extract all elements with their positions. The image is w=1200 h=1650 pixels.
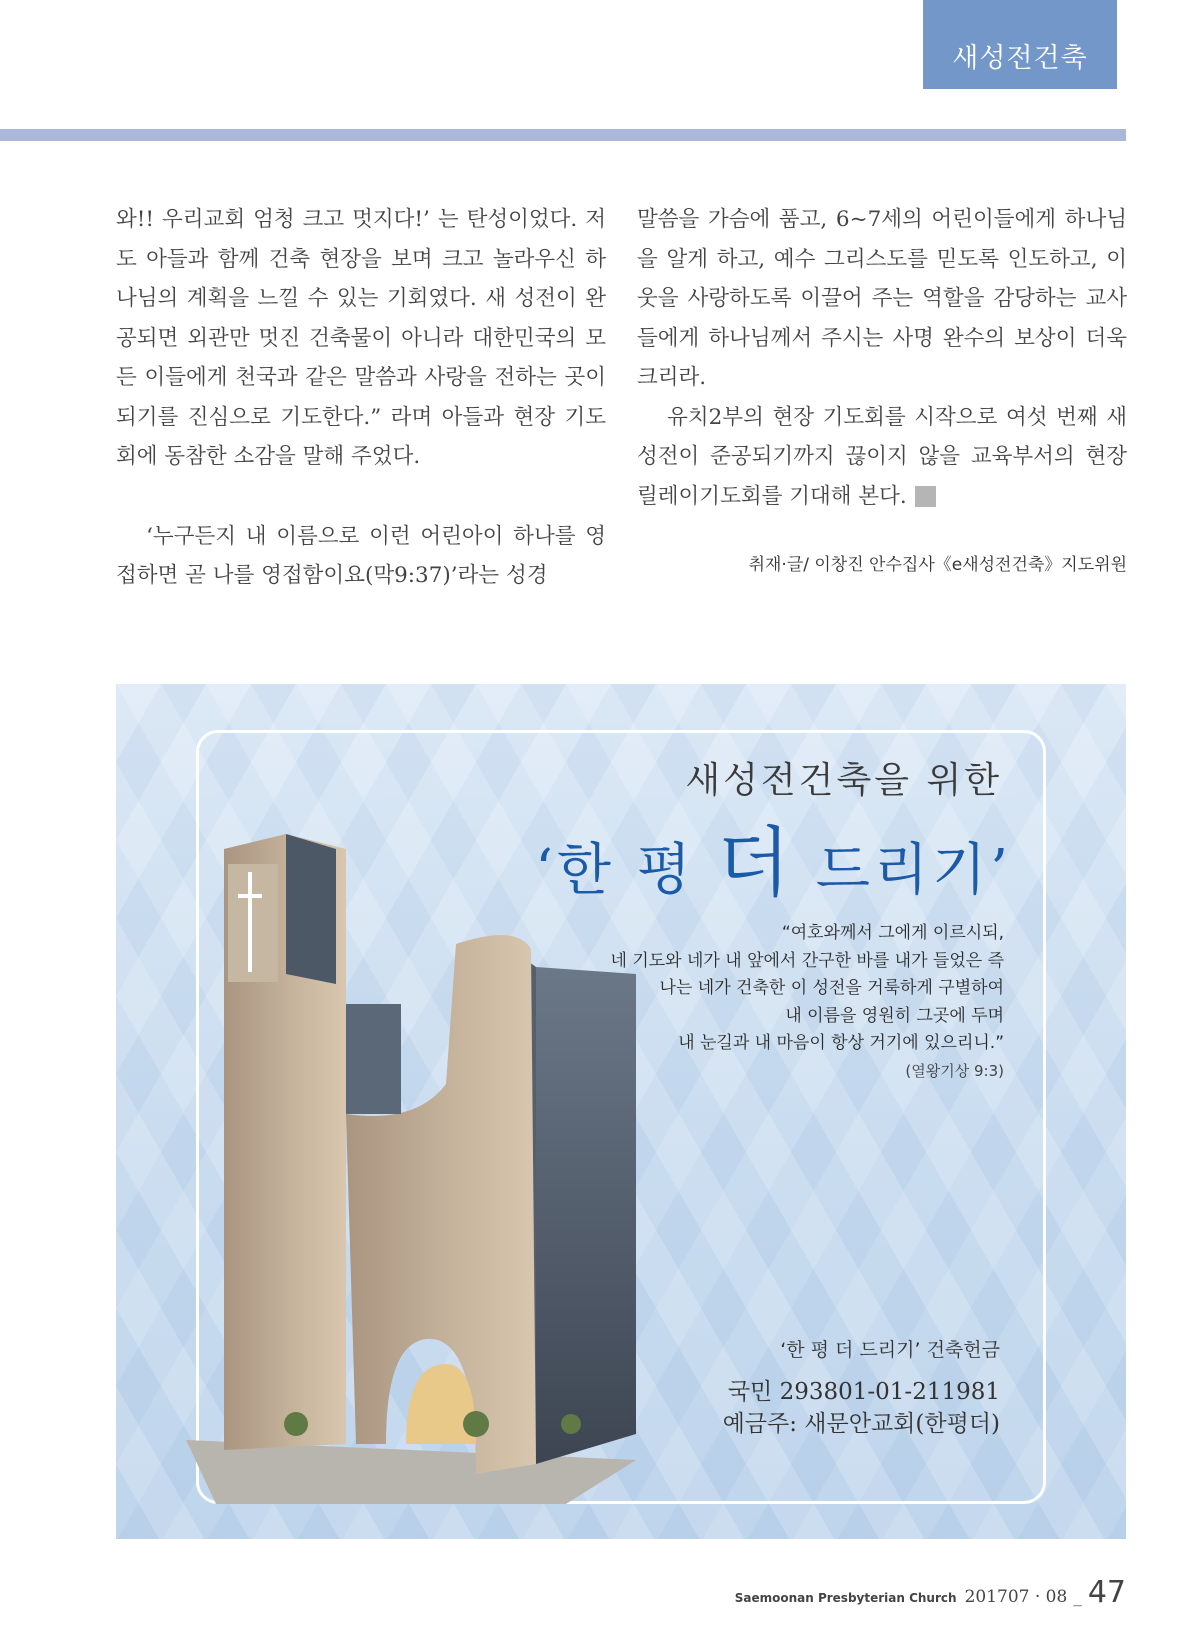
article-paragraph: 와!! 우리교회 엄청 크고 멋지다!’ 는 탄성이었다. 저도 아들과 함께 건축 현장을 보며 크고 놀라우신 하나님의 계획을 느낄 수 있는 기회였다. 새 성전이 완공되면 외관만 멋진 건축물이 아니라 대한민국의 모든 이들에게 천국과 같은 말씀과 사랑을 전하는 곳이 되기를 진심으로 기도한다.” 라며 아들과 현장 기도회에 동참한 소감을 말해 주었다.: [116, 207, 606, 469]
verse-line: 나는 네가 건축한 이 성전을 거룩하게 구별하여: [659, 978, 1004, 998]
church-name: Saemoonan Presbyterian Church: [734, 1591, 957, 1605]
end-mark-icon: 새: [915, 486, 936, 507]
ad-subtitle: 새성전건축을 위한: [685, 760, 1002, 801]
article-column-left: [116, 200, 606, 596]
article-paragraph: ‘누구든지 내 이름으로 이런 어린아이 하나를 영접하면 곧 나를 영접함이요(막9:37)’라는 성경: [116, 523, 606, 588]
verse-line: 내 눈길과 내 마음이 항상 거기에 있으리니.”: [678, 1033, 1004, 1053]
section-tab: 새성전건축: [923, 0, 1117, 89]
verse-line: 내 이름을 영원히 그곳에 두며: [785, 1005, 1004, 1026]
header-rule: [0, 129, 1126, 141]
page-footer: [735, 1575, 1126, 1610]
issue-date: 201707 · 08: [964, 1587, 1068, 1607]
ad-title: [535, 802, 1012, 911]
donation-ad: [116, 684, 1126, 1539]
verse-line: “여호와께서 그에게 이르시되,: [781, 923, 1004, 943]
offering-label: ‘한 평 더 드리기’ 건축헌금: [780, 1339, 1000, 1361]
article-paragraph-text: 유치2부의 현장 기도회를 시작으로 여섯 번째 새 성전이 준공되기까지 끊이지 않을 교육부서의 현장 릴레이기도회를 기대해 본다.: [637, 404, 1127, 509]
article-paragraph: 말씀을 가슴에 품고, 6~7세의 어린이들에게 하나님을 알게 하고, 예수 그리스도를 믿도록 인도하고, 이웃을 사랑하도록 이끌어 주는 역할을 감당하는 교사들에게 하나님께서 주시는 사명 완수의 보상이 더욱 크리라.: [637, 207, 1127, 390]
bank-account: 국민 293801-01-211981: [727, 1379, 1000, 1405]
article-column-right: [637, 200, 1127, 516]
ad-title-close: 드리기’: [794, 838, 1012, 903]
verse-reference: (열왕기상 9:3): [905, 1061, 1004, 1080]
ad-title-emphasis: 더: [716, 818, 795, 907]
article-credit: 취재·글/ 이창진 안수집사《e새성전건축》지도위원: [748, 555, 1127, 575]
article-paragraph: [637, 398, 1127, 517]
footer-separator: _: [1073, 1587, 1082, 1607]
scripture-quote: [484, 920, 1004, 1085]
page-number: 47: [1087, 1575, 1126, 1610]
verse-line: 네 기도와 네가 내 앞에서 간구한 바를 내가 들었은 즉: [610, 950, 1004, 971]
ad-title-open: ‘한 평: [535, 838, 717, 903]
offering-info: [723, 1335, 1000, 1440]
account-holder: 예금주: 새문안교회(한평더): [722, 1411, 1000, 1437]
